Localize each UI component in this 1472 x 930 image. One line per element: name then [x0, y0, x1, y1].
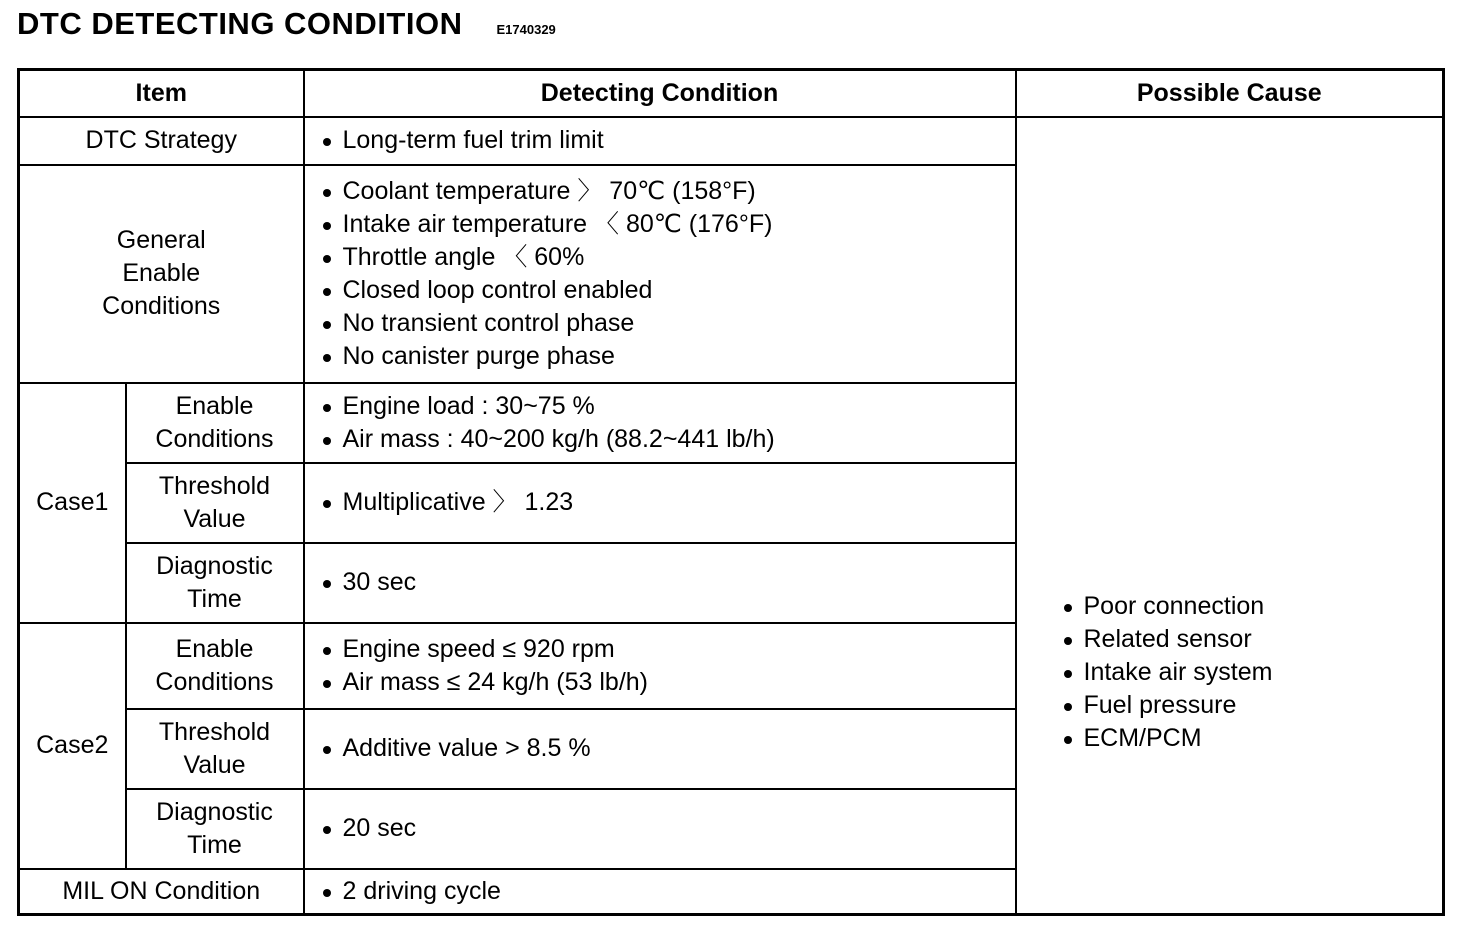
header-row [19, 70, 1444, 117]
condition-item: Air mass : 40~200 kg/h (88.2~441 lb/h) [343, 423, 1015, 456]
cause-item: Poor connection [1084, 590, 1443, 623]
label-case2: Case2 [19, 623, 126, 869]
label-line: Time [187, 584, 242, 613]
cause-item: ECM/PCM [1084, 722, 1443, 755]
condition-item: Coolant temperature 〉 70℃ (158°F) [343, 175, 1015, 208]
conditions-case2-enable [304, 623, 1016, 709]
conditions-case1-enable [304, 383, 1016, 463]
label-line: Value [183, 750, 246, 779]
condition-item: Engine load : 30~75 % [343, 390, 1015, 423]
condition-item: 30 sec [343, 566, 1015, 599]
condition-item: Air mass ≤ 24 kg/h (53 lb/h) [343, 666, 1015, 699]
label-mil-on-condition: MIL ON Condition [19, 869, 304, 915]
label-case1-threshold-value [126, 463, 304, 543]
conditions-general-enable [304, 165, 1016, 383]
condition-item: No canister purge phase [343, 340, 1015, 373]
row-dtc-strategy [19, 117, 1444, 165]
condition-item: Engine speed ≤ 920 rpm [343, 633, 1015, 666]
page-title: DTC DETECTING CONDITION [17, 6, 463, 41]
cause-item: Related sensor [1084, 623, 1443, 656]
label-case1-diagnostic-time [126, 543, 304, 623]
condition-item: 20 sec [343, 812, 1015, 845]
header-detecting-condition: Detecting Condition [304, 70, 1016, 117]
condition-item: Additive value > 8.5 % [343, 732, 1015, 765]
label-line: Enable [122, 259, 201, 287]
cause-item: Intake air system [1084, 656, 1443, 689]
label-dtc-strategy: DTC Strategy [19, 117, 304, 165]
label-line: Conditions [155, 424, 274, 453]
cause-item: Fuel pressure [1084, 689, 1443, 722]
label-line: Conditions [102, 292, 221, 320]
dtc-condition-table [17, 68, 1445, 916]
label-line: Enable [175, 391, 254, 420]
condition-item: 2 driving cycle [343, 875, 1015, 908]
label-case1: Case1 [19, 383, 126, 623]
label-line: Diagnostic [156, 551, 273, 580]
label-line: Enable [175, 634, 254, 663]
possible-cause-cell [1016, 117, 1444, 915]
label-line: Threshold [158, 471, 271, 500]
condition-item: Throttle angle 〈 60% [343, 241, 1015, 274]
label-case1-enable-conditions [126, 383, 304, 463]
conditions-case2-diagnostic [304, 789, 1016, 869]
label-line: Time [187, 830, 242, 859]
label-line: Threshold [158, 717, 271, 746]
label-case2-threshold-value [126, 709, 304, 789]
label-line: Conditions [155, 667, 274, 696]
label-general-enable-conditions [19, 165, 304, 383]
conditions-dtc-strategy [304, 117, 1016, 165]
conditions-case1-threshold [304, 463, 1016, 543]
label-line: Value [183, 504, 246, 533]
label-case2-diagnostic-time [126, 789, 304, 869]
header-possible-cause: Possible Cause [1016, 70, 1444, 117]
condition-item: Long-term fuel trim limit [343, 124, 1015, 157]
condition-item: Closed loop control enabled [343, 274, 1015, 307]
page-heading [17, 6, 556, 42]
document-code: E1740329 [496, 22, 556, 37]
condition-item: No transient control phase [343, 307, 1015, 340]
condition-item: Intake air temperature 〈 80℃ (176°F) [343, 208, 1015, 241]
conditions-mil-on [304, 869, 1016, 915]
label-case2-enable-conditions [126, 623, 304, 709]
header-item: Item [19, 70, 304, 117]
conditions-case1-diagnostic [304, 543, 1016, 623]
label-line: General [116, 226, 206, 254]
label-line: Diagnostic [156, 797, 273, 826]
condition-item: Multiplicative 〉 1.23 [343, 486, 1015, 519]
conditions-case2-threshold [304, 709, 1016, 789]
